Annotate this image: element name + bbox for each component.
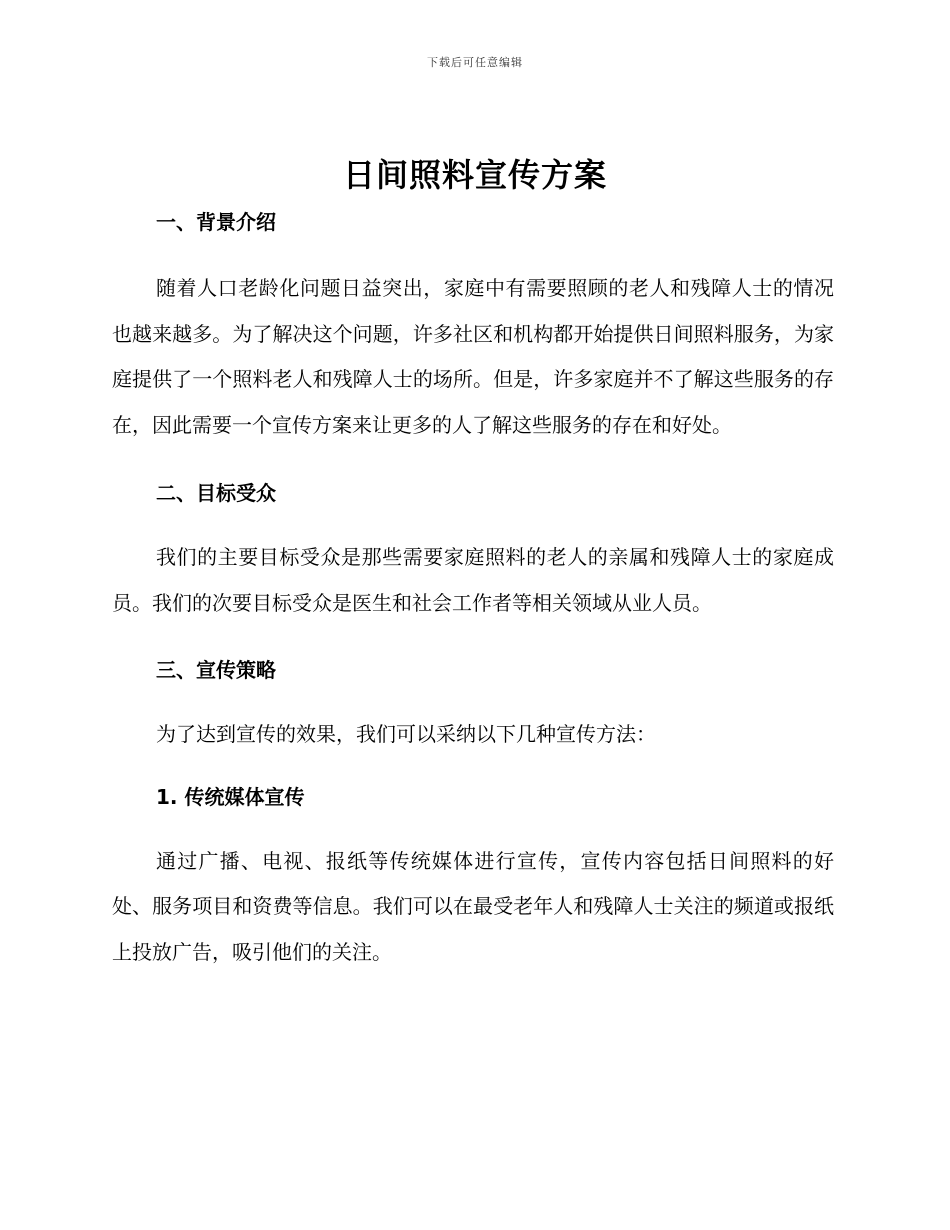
header-note: 下载后可任意编辑 [427,56,523,69]
document-body [112,206,834,975]
section-heading-background: 一、背景介绍 [156,210,276,234]
section-paragraph-background: 随着人口老龄化问题日益突出，家庭中有需要照顾的老人和残障人士的情况也越来越多。为了解决这个问题，许多社区和机构都开始提供日间照料服务，为家庭提供了一个照料老人和残障人士的场所。但是，许多家庭并不了解这些服务的存在，因此需要一个宣传方案来让更多的人了解这些服务的存在和好处。 [112,276,834,437]
subsection-paragraph-traditional-media: 通过广播、电视、报纸等传统媒体进行宣传，宣传内容包括日间照料的好处、服务项目和资费等信息。我们可以在最受老年人和残障人士关注的频道或报纸上投放广告，吸引他们的关注。 [112,848,834,964]
section-heading-strategy: 三、宣传策略 [156,658,276,682]
section-paragraph-audience: 我们的主要目标受众是那些需要家庭照料的老人的亲属和残障人士的家庭成员。我们的次要目标受众是医生和社会工作者等相关领域从业人员。 [112,545,834,615]
subsection-heading-traditional-media: 1. 传统媒体宣传 [156,784,305,809]
document-title: 日间照料宣传方案 [342,156,607,194]
section-paragraph-strategy: 为了达到宣传的效果，我们可以采纳以下几种宣传方法： [156,722,656,746]
section-heading-audience: 二、目标受众 [156,481,276,505]
